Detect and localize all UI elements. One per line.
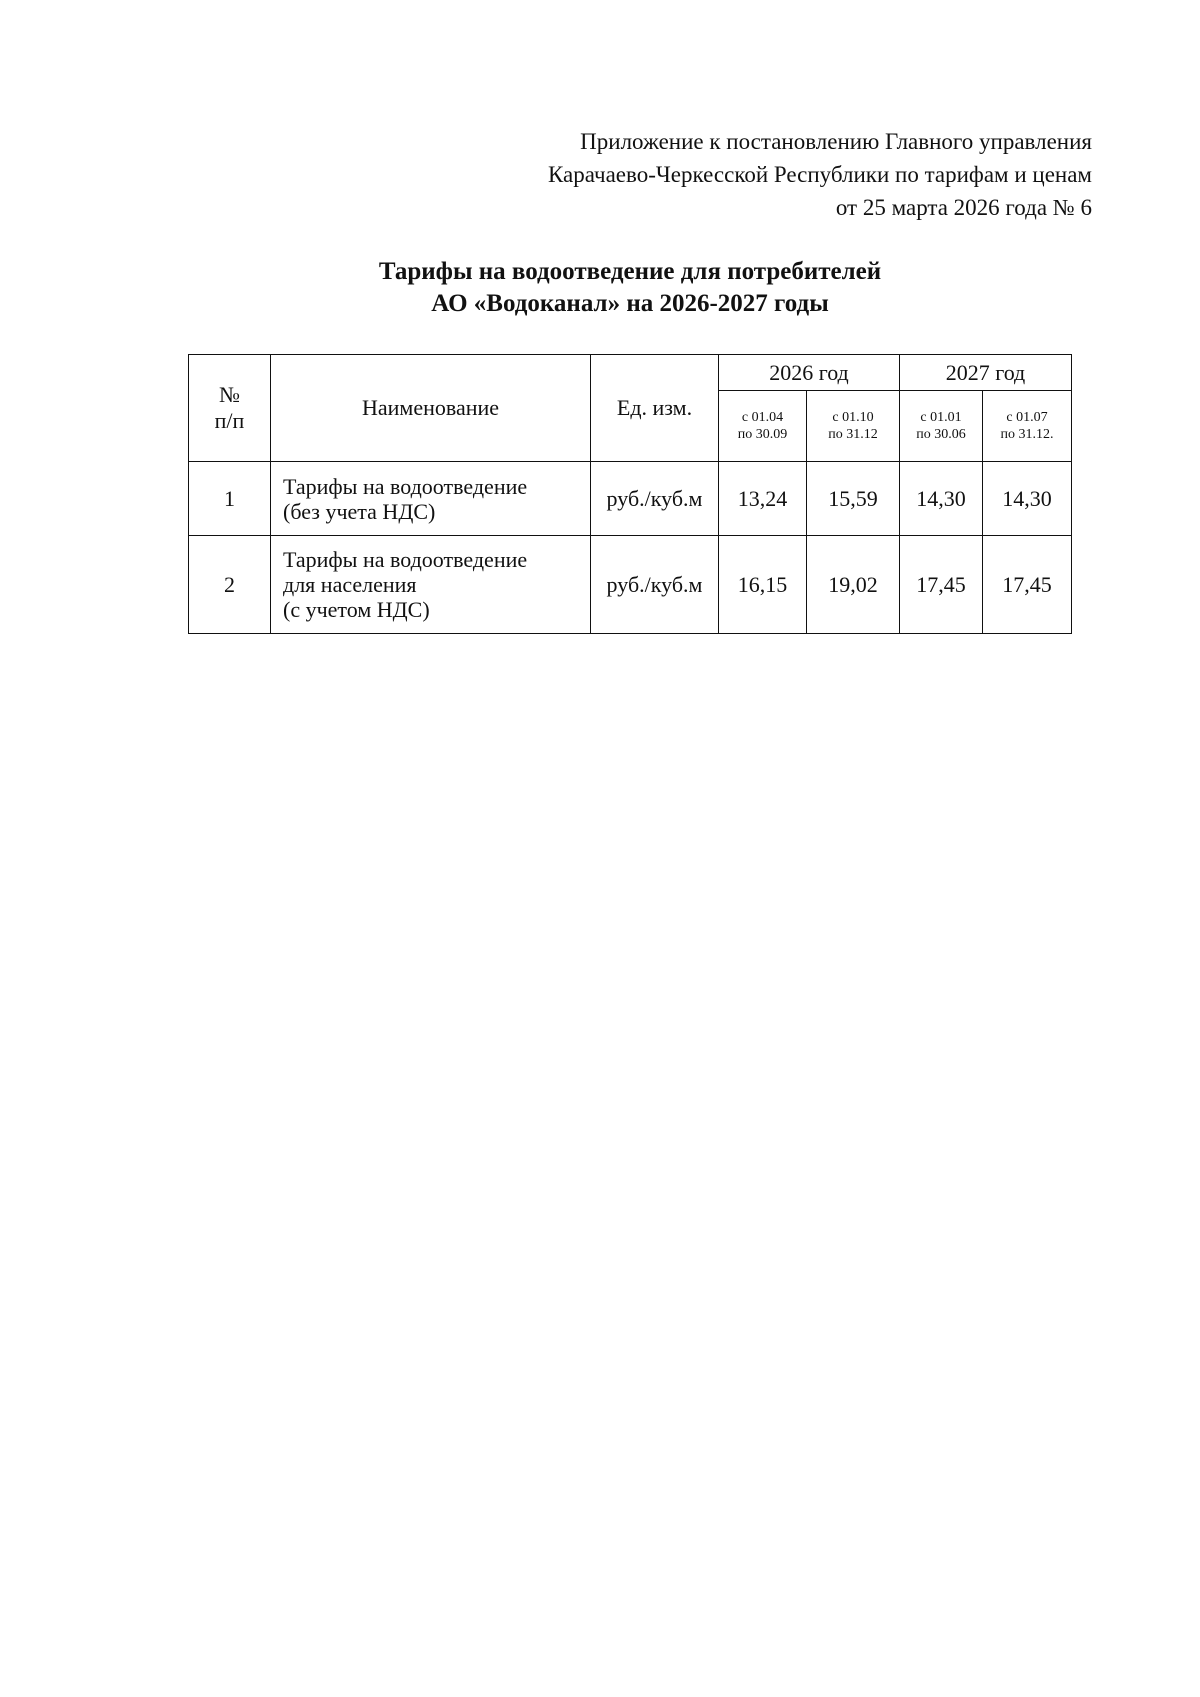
header-period-2 <box>807 391 900 462</box>
row-value: 17,45 <box>900 536 983 634</box>
table-row <box>189 536 1072 634</box>
header-year-2026: 2026 год <box>719 355 900 391</box>
title-line-1: Тарифы на водоотведение для потребителей <box>378 258 882 285</box>
row-name <box>271 536 591 634</box>
row-value: 14,30 <box>983 462 1072 536</box>
row-unit: руб./куб.м <box>591 462 719 536</box>
table-row <box>189 462 1072 536</box>
header-line-1: Приложение к постановлению Главного управления <box>580 129 1092 154</box>
row-name-line: (с учетом НДС) <box>283 597 430 622</box>
row-name-line: (без учета НДС) <box>283 498 436 524</box>
header-period-3 <box>900 391 983 462</box>
row-value: 16,15 <box>719 536 807 634</box>
header-num-abbr: п/п <box>214 408 245 433</box>
period-4-from: с 01.07 <box>1006 410 1048 425</box>
header-line-3: от 25 марта 2026 года № 6 <box>835 195 1092 220</box>
header-name: Наименование <box>271 355 591 462</box>
row-unit: руб./куб.м <box>591 536 719 634</box>
header-year-2027: 2027 год <box>900 355 1072 391</box>
row-name-line: Тарифы на водоотведение <box>283 473 528 499</box>
period-3-to: по 30.06 <box>916 427 966 442</box>
row-value: 13,24 <box>719 462 807 536</box>
row-value: 17,45 <box>983 536 1072 634</box>
period-1-to: по 30.09 <box>737 427 788 442</box>
row-value: 19,02 <box>807 536 900 634</box>
table-header-row-years <box>189 355 1072 391</box>
period-2-to: по 31.12 <box>828 427 878 442</box>
period-3-from: с 01.01 <box>920 410 962 425</box>
title-line-2: АО «Водоканал» на 2026-2027 годы <box>431 290 829 317</box>
tariff-table <box>188 354 1072 634</box>
row-name-line: для населения <box>283 572 417 597</box>
period-1-from: с 01.04 <box>741 410 784 425</box>
header-period-4 <box>983 391 1072 462</box>
header-period-1 <box>719 391 807 462</box>
document-header <box>548 125 1092 224</box>
period-2-from: с 01.10 <box>832 410 874 425</box>
header-num <box>189 355 271 462</box>
row-number: 2 <box>189 536 271 634</box>
row-name <box>271 462 591 536</box>
row-number: 1 <box>189 462 271 536</box>
row-name-line: Тарифы на водоотведение <box>283 547 528 572</box>
document-title <box>0 256 1200 320</box>
row-value: 15,59 <box>807 462 900 536</box>
period-4-to: по 31.12. <box>1000 427 1054 442</box>
header-num-symbol: № <box>219 382 240 407</box>
row-value: 14,30 <box>900 462 983 536</box>
header-unit: Ед. изм. <box>591 355 719 462</box>
header-line-2: Карачаево-Черкесской Республики по тарифам и ценам <box>547 162 1092 187</box>
